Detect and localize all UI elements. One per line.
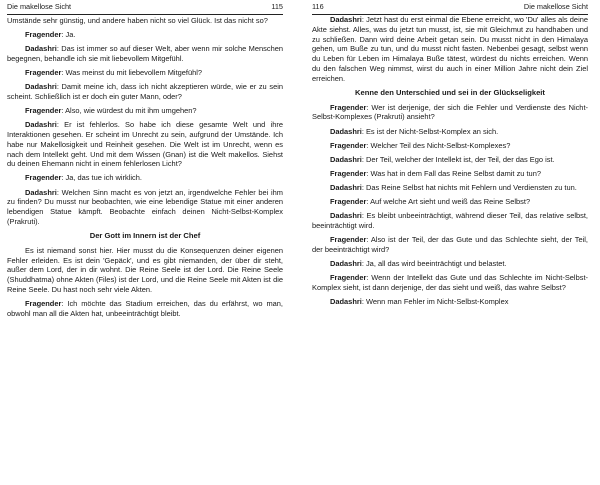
dialog-paragraph [312, 297, 588, 307]
paragraph-text: : Auf welche Art sieht und weiß das Reine Selbst? [366, 197, 531, 207]
paragraph-text: : Der Teil, welcher der Intellekt ist, der Teil, der das Ego ist. [361, 154, 555, 164]
paragraph-text: : Das Reine Selbst hat nichts mit Fehlern und Verdiensten zu tun. [361, 182, 577, 192]
paragraph-text: : Also, wie würdest du mit ihm umgehen? [61, 106, 197, 116]
speaker-name: Dadashri [330, 258, 362, 268]
speaker-name: Dadashri [330, 126, 362, 136]
left-running-header [7, 1, 283, 15]
right-running-header [312, 1, 588, 15]
paragraph-text: : Er ist fehlerlos. So habe ich diese gesamte Welt und ihre Interaktionen gesehen. Er scheint im Unrecht zu sein, aufgrund der Umstände. Ich habe nur Makellosigkeit und Reinheit gesehen. Die Welt ist im Unrecht, wenn es nach dem Intellekt geht. Und mit dem Wissen (Gnan) ist die Welt makellos. Siehst du deinen Ehemann nicht in einem fehlerlosen Licht? [7, 120, 283, 169]
paragraph-text: : Wenn der Intellekt das Gute und das Schlechte im Nicht-Selbst-Komplex sieht, ist dann derjenige, der das sieht und weiß, das wahre Selbst? [312, 273, 588, 292]
dialog-paragraph [7, 68, 283, 78]
paragraph-text: : Welcher Teil des Nicht-Selbst-Komplexes? [366, 140, 511, 150]
right-page-body [312, 15, 588, 307]
continued-paragraph [7, 16, 283, 26]
speaker-name: Dadashri [25, 82, 57, 92]
speaker-name: Fragender [25, 299, 62, 309]
dialog-paragraph [7, 106, 283, 116]
speaker-name: Fragender [330, 235, 367, 245]
speaker-name: Dadashri [25, 44, 57, 54]
dialog-paragraph [7, 188, 283, 227]
dialog-paragraph [312, 259, 588, 269]
section-heading: Der Gott im Innern ist der Chef [89, 231, 201, 241]
paragraph-text: : Was meinst du mit liebevollem Mitgefühl? [61, 68, 203, 78]
speaker-name: Dadashri [330, 211, 362, 221]
dialog-paragraph [7, 299, 283, 319]
dialog-paragraph [312, 273, 588, 293]
speaker-name: Dadashri [330, 296, 362, 306]
paragraph-text: : Es ist der Nicht-Selbst-Komplex an sich. [361, 126, 499, 136]
dialog-paragraph [312, 155, 588, 165]
dialog-paragraph [312, 141, 588, 151]
speaker-name: Dadashri [330, 154, 362, 164]
dialog-paragraph [7, 82, 283, 102]
paragraph-text: : Ja, das tue ich wirklich. [61, 173, 142, 183]
dialog-paragraph [312, 197, 588, 207]
text-paragraph [7, 246, 283, 295]
speaker-name: Fragender [330, 197, 367, 207]
paragraph-text: Umstände sehr günstig, und andere haben nicht so viel Glück. Ist das nicht so? [7, 16, 268, 25]
paragraph-text: : Es bleibt unbeeinträchtigt, während dieser Teil, das relative selbst, beeinträchtigt wird. [312, 211, 588, 230]
right-page-number: 116 [312, 2, 324, 11]
dialog-paragraph [7, 120, 283, 169]
dialog-paragraph [312, 169, 588, 179]
dialog-paragraph [312, 183, 588, 193]
left-page [7, 0, 283, 485]
dialog-paragraph [312, 211, 588, 231]
dialog-paragraph [312, 127, 588, 137]
left-header-title: Die makellose Sicht [7, 2, 72, 11]
left-page-body [7, 16, 283, 319]
paragraph-text: : Damit meine ich, dass ich nicht akzeptieren würde, wie er zu sein scheint. Schließlich ist er doch ein guter Mann, oder? [7, 82, 283, 101]
speaker-name: Fragender [25, 30, 62, 40]
dialog-paragraph [7, 173, 283, 183]
dialog-paragraph [312, 235, 588, 255]
paragraph-text: : Wenn man Fehler im Nicht-Selbst-Komplex [361, 296, 509, 306]
paragraph-text: : Also ist der Teil, der das Gute und das Schlechte sieht, der Teil, der beeinträchtigt wird? [312, 235, 588, 254]
right-header-title: Die makellose Sicht [523, 2, 588, 11]
speaker-name: Dadashri [330, 15, 362, 24]
paragraph-text: : Jetzt hast du erst einmal die Ebene erreicht, wo 'Du' alles als deine Akte siehst. Alles, was du jetzt tun musst, ist, sie mit Gleichmut zu handhaben und zu schließen. Dann wird deine Arbeit getan sein. Du musst nicht in den Himalaya gehen, um Buße zu tun, und du musst nicht fasten. Nebenbei gesagt, selbst wenn du Leben für Leben im Himalaya Buße tätest, würdest du nichts erreichen. Wenn du den falschen Weg nimmst, wirst du auch in einer Million Jahre nicht dein Ziel erreichen. [312, 15, 588, 83]
speaker-name: Fragender [330, 168, 367, 178]
paragraph-text: : Ich möchte das Stadium erreichen, das du erfährst, wo man, obwohl man all die Akten hat, unbeeinträchtigt bleibt. [7, 299, 283, 318]
dialog-paragraph [7, 44, 283, 64]
paragraph-text: : Wer ist derjenige, der sich die Fehler und Verdienste des Nicht-Selbst-Komplexes (Prakruti) ansieht? [312, 102, 588, 122]
speaker-name: Dadashri [25, 187, 57, 197]
dialog-paragraph [312, 103, 588, 123]
paragraph-text: : Welchen Sinn macht es von jetzt an, irgendwelche Fehler bei ihm zu finden? Du musst nur beobachten, wie eine lebendige Statue mit einer anderen lebendigen Statue kämpft. Beobachte einfach deinen Nicht-Selbst-Komplex (Prakruti). [7, 187, 283, 226]
speaker-name: Fragender [330, 102, 367, 112]
paragraph-text: : Was hat in dem Fall das Reine Selbst damit zu tun? [366, 168, 541, 178]
paragraph-text: Es ist niemand sonst hier. Hier musst du die Konsequenzen deiner eigenen Fehler erleiden. Es ist dein 'Gepäck', und es gibt niemanden, der über dir steht, außer dem Lord, der in dir wohnt. Die Reine Seele ist der Lord. Die Reine Seele (Shuddhatma) ohne Akten (Files) ist der Lord, und die Reine Seele mit Akten ist die Reine Seele. Du hast noch sehr viele Akten. [7, 245, 283, 294]
right-page [312, 0, 588, 485]
speaker-name: Fragender [25, 173, 62, 183]
speaker-name: Fragender [330, 140, 367, 150]
paragraph-text: : Ja. [61, 30, 76, 40]
paragraph-text: : Ja, all das wird beeinträchtigt und belastet. [361, 258, 507, 268]
speaker-name: Fragender [25, 106, 62, 116]
speaker-name: Dadashri [330, 182, 362, 192]
speaker-name: Dadashri [25, 120, 57, 130]
speaker-name: Fragender [25, 68, 62, 78]
paragraph-text: : Das ist immer so auf dieser Welt, aber wenn mir solche Menschen begegnen, behandle ich sie mit liebevollem Mitgefühl. [7, 44, 283, 63]
speaker-name: Fragender [330, 273, 367, 282]
section-heading: Kenne den Unterschied und sei in der Glückseligkeit [355, 87, 545, 97]
dialog-paragraph [312, 15, 588, 84]
left-page-number: 115 [271, 2, 283, 11]
dialog-paragraph [7, 30, 283, 40]
